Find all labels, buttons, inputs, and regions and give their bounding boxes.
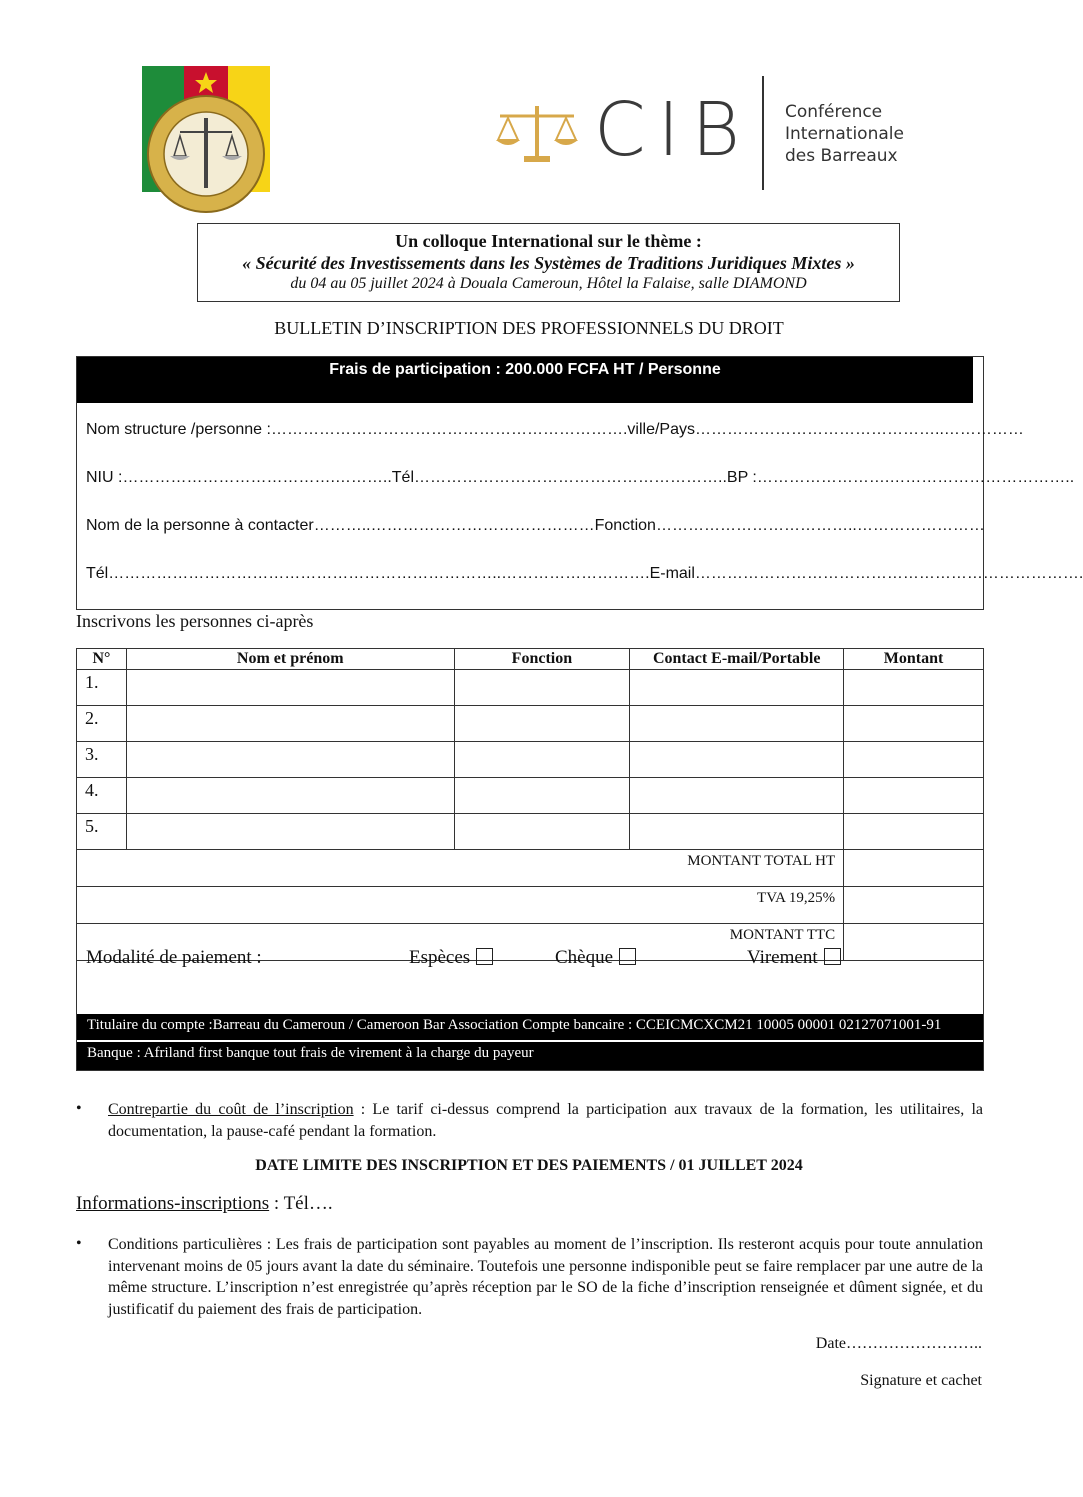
info-title: Informations-inscriptions bbox=[76, 1193, 270, 1214]
header-amount: Montant bbox=[844, 649, 984, 670]
row-number: 4. bbox=[77, 778, 127, 814]
cash-label: Espèces bbox=[409, 947, 471, 968]
function-cell[interactable] bbox=[454, 814, 630, 850]
transfer-checkbox[interactable] bbox=[824, 948, 841, 965]
amount-cell[interactable] bbox=[844, 742, 984, 778]
conditions-paragraph: Conditions particulières : Les frais de participation sont payables au moment de l’inscription. Ils resteront acquis pour toute annulation intervenant moins de 05 jours avant la date du séminaire. Toutefois une personne indisponible peut se faire remplacer par une autre de la même structure. L’inscription n’est enregistrée qu’après réception par le SO de la fiche d’inscription renseignée et dûment signée, et du justificatif du paiement des frais de participation. bbox=[108, 1236, 983, 1318]
fee-banner: Frais de participation : 200.000 FCFA HT / Personne bbox=[77, 357, 973, 403]
total-ht-row bbox=[77, 850, 984, 887]
bank-name-bar bbox=[77, 1042, 983, 1070]
amount-cell[interactable] bbox=[844, 778, 984, 814]
payment-option-cheque[interactable] bbox=[555, 947, 636, 969]
amount-cell[interactable] bbox=[844, 670, 984, 706]
contact-function-field[interactable]: Nom de la personne à contacter………..……………………………………Fonction………………………………..…………………… bbox=[86, 517, 985, 534]
row-number: 2. bbox=[77, 706, 127, 742]
title-line1: Un colloque International sur le thème : bbox=[395, 231, 702, 251]
amount-cell[interactable] bbox=[844, 706, 984, 742]
cib-name-line3: des Barreaux bbox=[785, 146, 898, 166]
scales-of-justice-icon bbox=[494, 102, 580, 164]
header-contact: Contact E-mail/Portable bbox=[630, 649, 844, 670]
colloquium-title-box bbox=[197, 223, 900, 302]
name-cell[interactable] bbox=[126, 706, 454, 742]
info-text: : Tél…. bbox=[269, 1193, 333, 1214]
table-row bbox=[77, 814, 984, 850]
cib-logo-letters: CIB bbox=[594, 87, 752, 173]
title-theme: « Sécurité des Investissements dans les Systèmes de Traditions Juridiques Mixtes » bbox=[242, 253, 855, 273]
function-cell[interactable] bbox=[454, 742, 630, 778]
header-number: N° bbox=[77, 649, 127, 670]
payment-section bbox=[76, 946, 984, 1071]
cib-name-line2: Internationale bbox=[785, 124, 904, 144]
cib-full-name bbox=[785, 101, 904, 167]
table-row bbox=[77, 742, 984, 778]
payment-option-cash[interactable] bbox=[409, 947, 493, 969]
bank-account-bar bbox=[77, 1014, 983, 1040]
header-name: Nom et prénom bbox=[126, 649, 454, 670]
title-date-venue: du 04 au 05 juillet 2024 à Douala Cameroun, Hôtel la Falaise, salle DIAMOND bbox=[290, 275, 807, 292]
contact-cell[interactable] bbox=[630, 742, 844, 778]
total-ttc-label: MONTANT TTC bbox=[77, 924, 844, 961]
bullet-icon: • bbox=[76, 1235, 82, 1252]
total-ht-cell[interactable] bbox=[844, 850, 984, 887]
name-cell[interactable] bbox=[126, 670, 454, 706]
function-cell[interactable] bbox=[454, 670, 630, 706]
bank-account-text: Titulaire du compte :Barreau du Cameroun / Cameroon Bar Association Compte bancaire : CCEICMCXCM21 10005 00001 02127071001-91 bbox=[87, 1017, 942, 1033]
cash-checkbox[interactable] bbox=[476, 948, 493, 965]
signature-label: Signature et cachet bbox=[860, 1372, 982, 1389]
table-row bbox=[77, 706, 984, 742]
payment-option-transfer[interactable] bbox=[747, 947, 841, 969]
header-function: Fonction bbox=[454, 649, 630, 670]
participants-table bbox=[76, 648, 984, 961]
bullet-icon: • bbox=[76, 1100, 82, 1117]
counterpart-text: : Le tarif ci-dessus comprend la participation aux travaux de la formation, les utilitaires, la documentation, la pause-café pendant la formation. bbox=[108, 1101, 984, 1140]
cheque-label: Chèque bbox=[555, 947, 614, 968]
name-cell[interactable] bbox=[126, 778, 454, 814]
function-cell[interactable] bbox=[454, 706, 630, 742]
cameroon-bar-association-seal bbox=[140, 66, 272, 216]
contact-cell[interactable] bbox=[630, 778, 844, 814]
form-heading: BULLETIN D’INSCRIPTION DES PROFESSIONNELS DU DROIT bbox=[274, 318, 784, 338]
table-row bbox=[77, 670, 984, 706]
deadline-notice: DATE LIMITE DES INSCRIPTION ET DES PAIEMENTS / 01 JUILLET 2024 bbox=[255, 1157, 803, 1174]
tva-label: TVA 19,25% bbox=[77, 887, 844, 924]
contact-cell[interactable] bbox=[630, 670, 844, 706]
niu-tel-bp-field[interactable]: NIU :………………………………….………..Tél…………………………………………………..BP :…………………….…………………………….. bbox=[86, 469, 1075, 486]
amount-cell[interactable] bbox=[844, 814, 984, 850]
tva-cell[interactable] bbox=[844, 887, 984, 924]
participants-intro: Inscrivons les personnes ci-après bbox=[76, 611, 314, 631]
row-number: 5. bbox=[77, 814, 127, 850]
cheque-checkbox[interactable] bbox=[619, 948, 636, 965]
cib-name-line1: Conférence bbox=[785, 102, 883, 122]
transfer-label: Virement bbox=[747, 947, 818, 968]
contact-cell[interactable] bbox=[630, 706, 844, 742]
logo-divider bbox=[762, 76, 764, 190]
row-number: 1. bbox=[77, 670, 127, 706]
contact-cell[interactable] bbox=[630, 814, 844, 850]
tel-email-field[interactable]: Tél………………………………………………………………..……………………….E-mail………………………………………………………………. bbox=[86, 565, 1083, 582]
row-number: 3. bbox=[77, 742, 127, 778]
name-cell[interactable] bbox=[126, 742, 454, 778]
counterpart-title: Contrepartie du coût de l’inscription bbox=[108, 1101, 354, 1118]
registrant-info-box bbox=[76, 356, 1083, 610]
counterpart-paragraph bbox=[108, 1099, 983, 1142]
name-cell[interactable] bbox=[126, 814, 454, 850]
structure-city-field[interactable]: Nom structure /personne :………………………………………………………….ville/Pays………………………………………..…………… bbox=[86, 421, 1024, 438]
table-row bbox=[77, 778, 984, 814]
function-cell[interactable] bbox=[454, 778, 630, 814]
total-ht-label: MONTANT TOTAL HT bbox=[77, 850, 844, 887]
info-inscriptions bbox=[76, 1193, 333, 1215]
bank-name-text: Banque : Afriland first banque tout frais de virement à la charge du payeur bbox=[87, 1045, 534, 1061]
tva-row bbox=[77, 887, 984, 924]
date-field[interactable]: Date…………………….. bbox=[815, 1335, 982, 1352]
table-header-row bbox=[77, 649, 984, 670]
payment-method-label: Modalité de paiement : bbox=[86, 947, 262, 968]
